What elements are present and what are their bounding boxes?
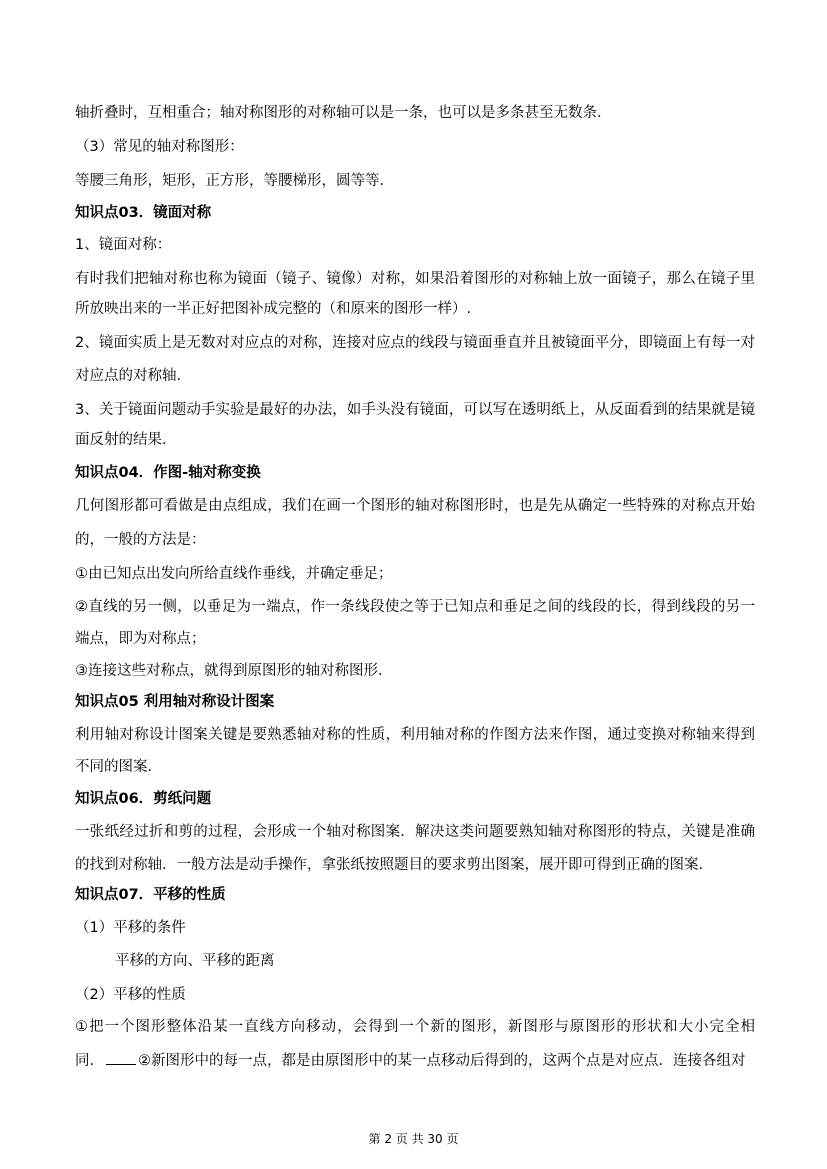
paragraph-line: 2、镜面实质上是无数对对应点的对称，连接对应点的线段与镜面垂直并且被镜面平分，即镜面上有每一对 xyxy=(75,335,755,351)
paragraph-line: ③连接这些对称点，就得到原图形的轴对称图形． xyxy=(75,663,393,679)
section-heading: 知识点07．平移的性质 xyxy=(75,887,226,903)
section-heading: 知识点04．作图-轴对称变换 xyxy=(75,465,261,481)
paragraph-line: 有时我们把轴对称也称为镜面（镜子、镜像）对称，如果沿着图形的对称轴上放一面镜子，那么在镜子里 xyxy=(75,271,755,287)
subheading-line: （2）平移的性质 xyxy=(75,987,186,1003)
paragraph-line: ②直线的另一侧，以垂足为一端点，作一条线段使之等于已知点和垂足之间的线段的长，得到线段的另一 xyxy=(75,599,755,615)
subheading-line: （1）平移的条件 xyxy=(75,920,186,936)
paragraph-line: 平移的方向、平移的距离 xyxy=(115,953,275,969)
paragraph-line: 几何图形都可看做是由点组成，我们在画一个图形的轴对称图形时，也是先从确定一些特殊的对称点开始 xyxy=(75,498,755,514)
paragraph-text: ②新图形中的每一点，都是由原图形中的某一点移动后得到的，这两个点是对应点．连接各组对 xyxy=(138,1053,746,1069)
paragraph-line: ①把一个图形整体沿某一直线方向移动，会得到一个新的图形，新图形与原图形的形状和大小完全相 xyxy=(75,1019,755,1035)
paragraph-line: 轴折叠时，互相重合；轴对称图形的对称轴可以是一条，也可以是多条甚至无数条． xyxy=(75,105,612,121)
section-heading: 知识点03．镜面对称 xyxy=(75,205,212,221)
paragraph-line: 的，一般的方法是： xyxy=(75,532,206,548)
page-footer: 第 2 页 共 30 页 xyxy=(368,1132,459,1146)
fill-in-blank xyxy=(106,1050,136,1065)
paragraph-line: 一张纸经过折和剪的过程，会形成一个轴对称图案．解决这类问题要熟知轴对称图形的特点，关键是准确 xyxy=(75,824,755,840)
section-heading: 知识点05 利用轴对称设计图案 xyxy=(75,694,275,710)
paragraph-line: 等腰三角形，矩形，正方形，等腰梯形，圆等等． xyxy=(75,173,394,189)
paragraph-line: 3、关于镜面问题动手实验是最好的办法，如手头没有镜面，可以写在透明纸上，从反面看到的结果就是镜 xyxy=(75,402,755,418)
paragraph-line: 利用轴对称设计图案关键是要熟悉轴对称的性质，利用轴对称的作图方法来作图，通过变换对称轴来得到 xyxy=(75,727,755,743)
section-heading: 知识点06．剪纸问题 xyxy=(75,791,212,807)
subheading-line: （3）常见的轴对称图形： xyxy=(75,139,244,155)
paragraph-line xyxy=(75,1050,755,1071)
paragraph-line: 所放映出来的一半正好把图补成完整的（和原来的图形一样）. xyxy=(75,301,472,317)
paragraph-line: 的找到对称轴．一般方法是动手操作，拿张纸按照题目的要求剪出图案，展开即可得到正确的图案． xyxy=(75,857,713,873)
paragraph-line: 不同的图案． xyxy=(75,759,162,775)
paragraph-line: 对应点的对称轴． xyxy=(75,368,191,384)
paragraph-line: ①由已知点出发向所给直线作垂线，并确定垂足； xyxy=(75,566,393,582)
paragraph-line: 1、镜面对称： xyxy=(75,237,172,253)
paragraph-line: 端点，即为对称点； xyxy=(75,631,206,647)
paragraph-text: 同． xyxy=(75,1053,104,1069)
paragraph-line: 面反射的结果． xyxy=(75,432,177,448)
